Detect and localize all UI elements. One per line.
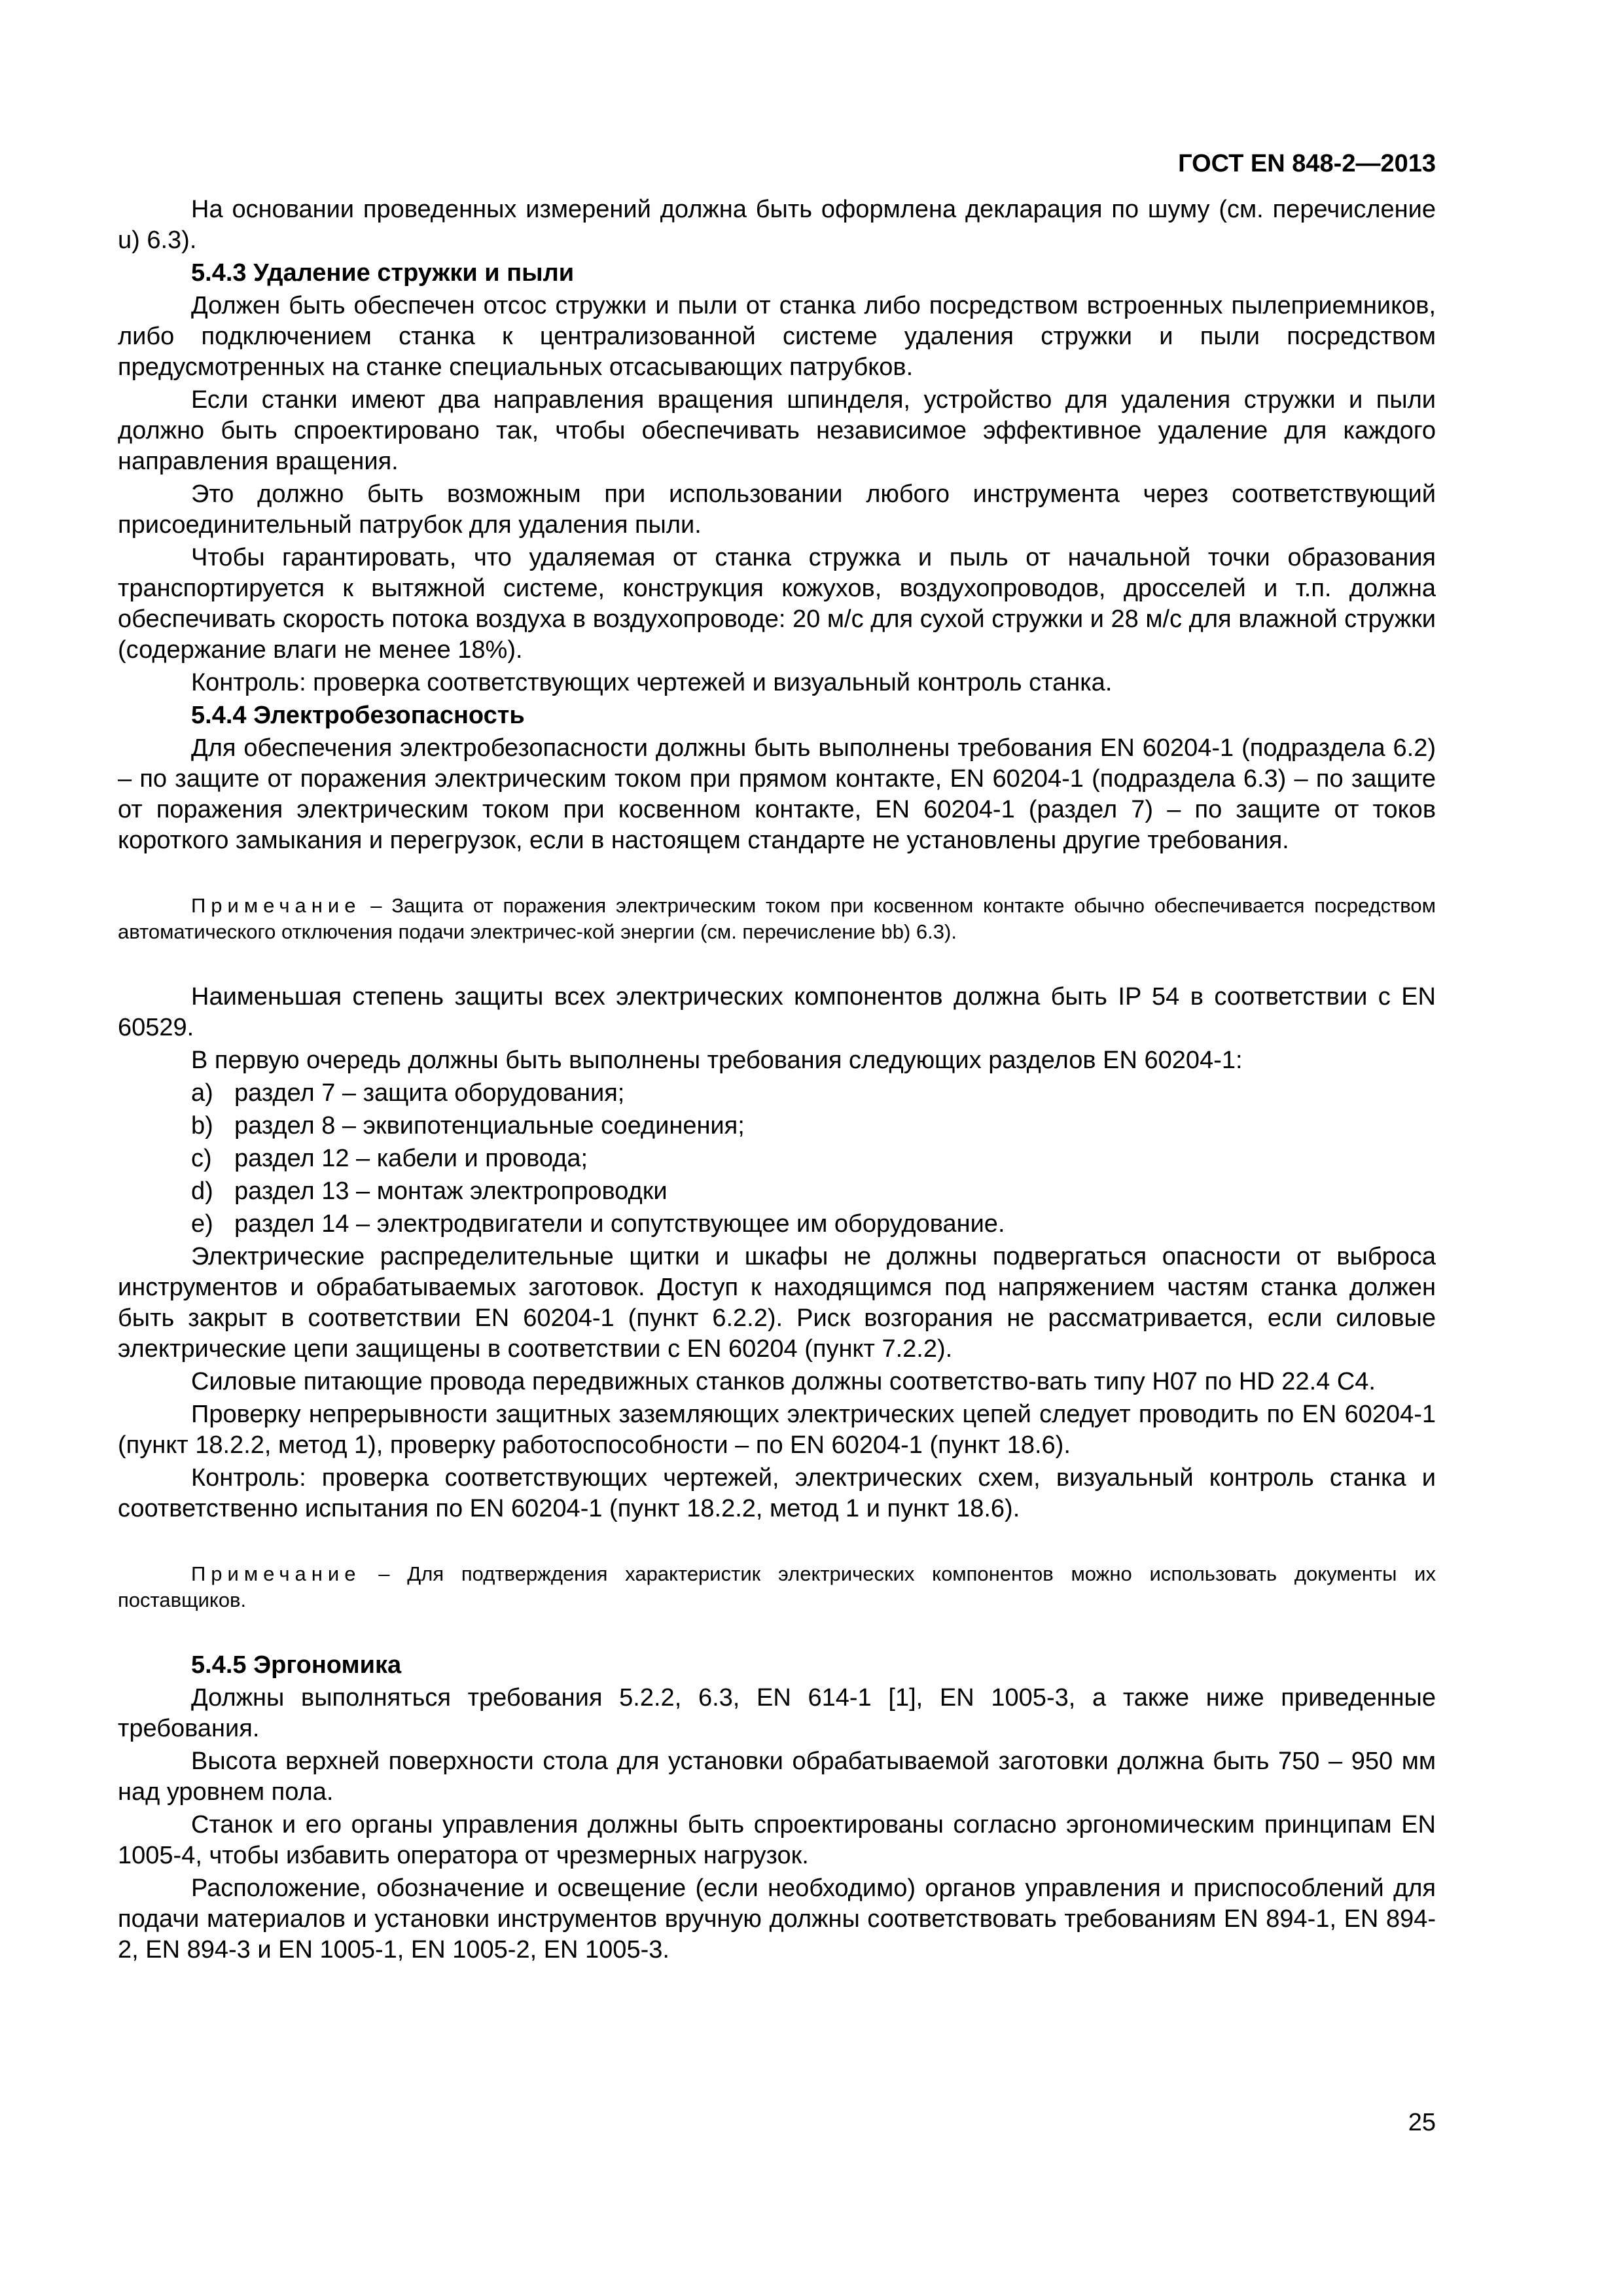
- paragraph-ergonomics-2: Высота верхней поверхности стола для установки обрабатываемой заготовки должна быть 750 – 950 мм над уровнем пола.: [118, 1748, 1436, 1806]
- note-indirect-contact: [118, 893, 1436, 945]
- list-text: раздел 13 – монтаж электропроводки: [234, 1177, 668, 1205]
- list-marker: e): [191, 1210, 213, 1238]
- note-text: – Для подтверждения характеристик электрических компонентов можно использовать документы их поставщиков.: [118, 1562, 1436, 1611]
- paragraph-continuity-test: Проверку непрерывности защитных заземляющих электрических цепей следует проводить по EN 60204-1 (пункт 18.2.2, метод 1), проверку работоспособности – по EN 60204-1 (пункт 18.6).: [118, 1401, 1436, 1459]
- requirements-list: [118, 1078, 1436, 1240]
- list-text: раздел 7 – защита оборудования;: [234, 1079, 625, 1107]
- paragraph-chip-extraction-1: Должен быть обеспечен отсос стружки и пыли от станка либо посредством встроенных пылеприемников, либо подключением станка к централизованной системе удаления стружки и пыли посредством предусмотренных на станке специальных отсасывающих патрубков.: [118, 292, 1436, 381]
- paragraph-chip-extraction-3: Это должно быть возможным при использовании любого инструмента через соответствующий присоединительный патрубок для удаления пыли.: [118, 480, 1436, 539]
- list-marker: a): [191, 1079, 213, 1107]
- list-text: раздел 14 – электродвигатели и сопутствующее им оборудование.: [234, 1210, 1005, 1238]
- paragraph-chip-extraction-control: Контроль: проверка соответствующих чертежей и визуальный контроль станка.: [191, 669, 1113, 696]
- section-heading-5-4-4: 5.4.4 Электробезопасность: [191, 702, 525, 729]
- paragraph-requirements-intro: В первую очередь должны быть выполнены требования следующих разделов EN 60204-1:: [191, 1047, 1243, 1074]
- paragraph-ergonomics-1: Должны выполняться требования 5.2.2, 6.3, EN 614-1 [1], EN 1005-3, а также ниже приведенные требования.: [118, 1684, 1436, 1742]
- paragraph-noise-declaration: На основании проведенных измерений должна быть оформлена декларация по шуму (см. перечисление u) 6.3).: [118, 196, 1436, 254]
- list-text: раздел 8 – эквипотенциальные соединения;: [234, 1112, 745, 1139]
- list-item: [118, 1143, 1436, 1174]
- note-supplier-documents: [118, 1561, 1436, 1613]
- list-marker: b): [191, 1112, 213, 1139]
- list-marker: d): [191, 1177, 213, 1205]
- paragraph-electrical-safety-1: Для обеспечения электробезопасности должны быть выполнены требования EN 60204-1 (подраздела 6.2) – по защите от поражения электрическим током при прямом контакте, EN 60204-1 (подраздела 6.3) – по защите от поражения электрическим током при косвенном контакте, EN 60204-1 (раздел 7) – по защите от токов короткого замыкания и перегрузок, если в настоящем стандарте не установлены другие требования.: [118, 734, 1436, 854]
- list-marker: c): [191, 1145, 212, 1172]
- note-label: Примечание: [191, 1562, 361, 1585]
- page-number: 25: [1408, 2109, 1436, 2136]
- paragraph-electrical-control: Контроль: проверка соответствующих чертежей, электрических схем, визуальный контроль станка и соответственно испытания по EN 60204-1 (пункт 18.2.2, метод 1 и пункт 18.6).: [118, 1464, 1436, 1522]
- paragraph-chip-extraction-2: Если станки имеют два направления вращения шпинделя, устройство для удаления стружки и пыли должно быть спроектировано так, чтобы обеспечивать независимое эффективное удаление для каждого направления вращения.: [118, 386, 1436, 475]
- list-item: [118, 1176, 1436, 1207]
- note-label: Примечание: [191, 894, 361, 917]
- list-item: [118, 1078, 1436, 1109]
- paragraph-power-cables: Силовые питающие провода передвижных станков должны соответство-вать типу H07 по HD 22.4 C4.: [191, 1368, 1376, 1395]
- list-item: [118, 1209, 1436, 1240]
- paragraph-ergonomics-3: Станок и его органы управления должны быть спроектированы согласно эргономическим принципам EN 1005-4, чтобы избавить оператора от чрезмерных нагрузок.: [118, 1811, 1436, 1869]
- note-text: – Защита от поражения электрическим током при косвенном контакте обычно обеспечивается посредством автоматического отключения подачи электричес-кой энергии (см. перечисление bb) 6.3).: [118, 894, 1436, 943]
- paragraph-chip-extraction-4: Чтобы гарантировать, что удаляемая от станка стружка и пыль от начальной точки образования транспортируется к вытяжной системе, конструкция кожухов, воздухопроводов, дросселей и т.п. должна обеспечивать скорость потока воздуха в воздухопроводе: 20 м/с для сухой стружки и 28 м/с для влажной стружки (содержание влаги не менее 18%).: [118, 544, 1436, 664]
- list-item: [118, 1111, 1436, 1141]
- document-code-header: ГОСТ EN 848-2—2013: [1178, 150, 1436, 177]
- document-page: [118, 147, 1436, 1967]
- paragraph-ergonomics-4: Расположение, обозначение и освещение (если необходимо) органов управления и приспособлений для подачи материалов и установки инструментов вручную должны соответствовать требованиям EN 894-1, EN 894-2, EN 894-3 и EN 1005-1, EN 1005-2, EN 1005-3.: [118, 1874, 1436, 1964]
- section-heading-5-4-3: 5.4.3 Удаление стружки и пыли: [191, 259, 575, 287]
- list-text: раздел 12 – кабели и провода;: [234, 1145, 588, 1172]
- paragraph-ip-rating: Наименьшая степень защиты всех электрических компонентов должна быть IP 54 в соответствии с EN 60529.: [118, 983, 1436, 1041]
- paragraph-switchboards: Электрические распределительные щитки и шкафы не должны подвергаться опасности от выброса инструментов и обрабатываемых заготовок. Доступ к находящимся под напряжением частям станка должен быть закрыт в соответствии EN 60204-1 (пункт 6.2.2). Риск возгорания не рассматривается, если силовые электрические цепи защищены в соответствии с EN 60204 (пункт 7.2.2).: [118, 1243, 1436, 1363]
- section-heading-5-4-5: 5.4.5 Эргономика: [191, 1651, 402, 1679]
